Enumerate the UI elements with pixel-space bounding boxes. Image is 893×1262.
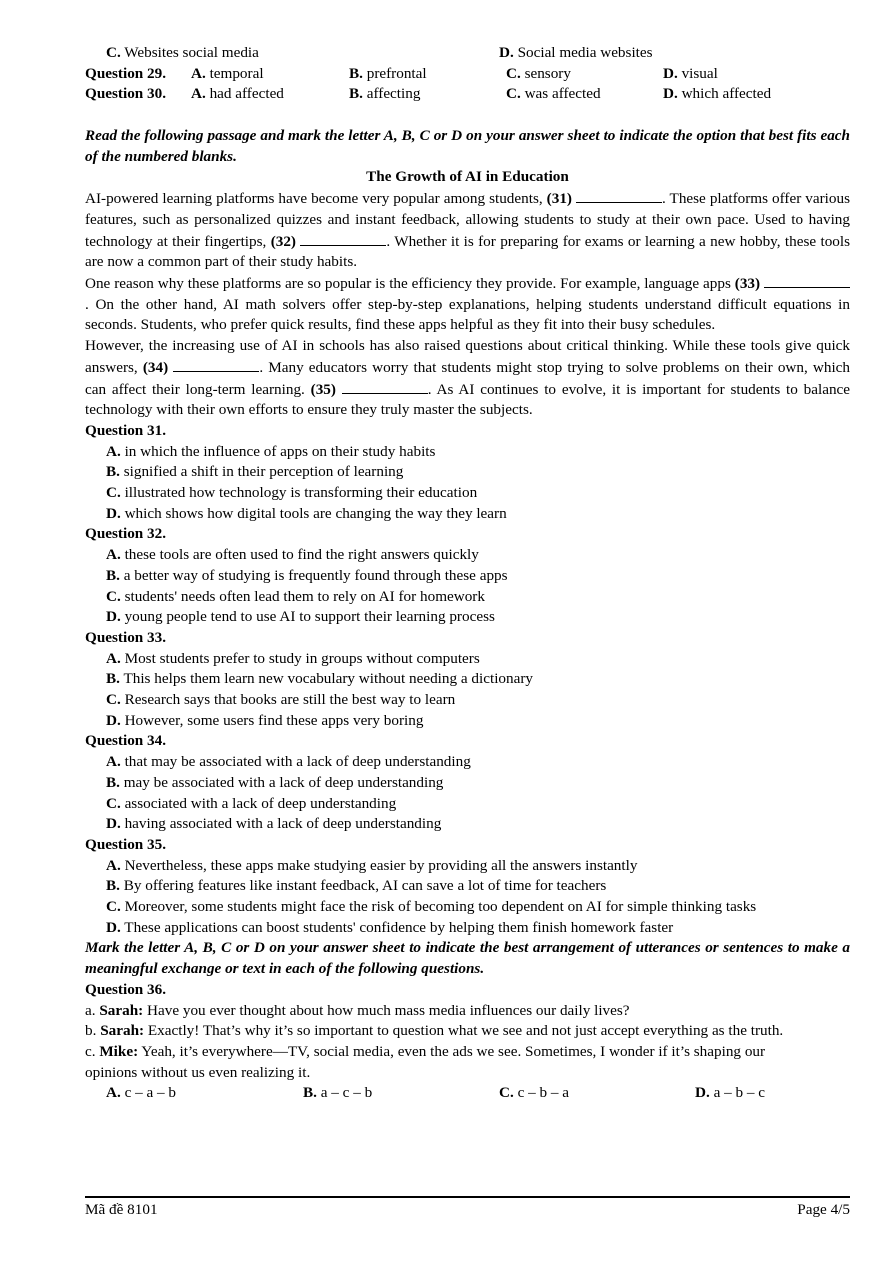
question-32-option-b: B. a better way of studying is frequently found through these apps — [106, 566, 508, 584]
question-32-option-d: D. young people tend to use AI to support their learning process — [106, 608, 495, 626]
blank-number-31: (31) — [546, 190, 572, 208]
question-32-option-a: A. these tools are often used to find the right answers quickly — [106, 546, 479, 564]
q28-option-d: Social media websites — [517, 44, 653, 61]
option-letter: D. — [663, 85, 678, 103]
question-35-option-a: A. Nevertheless, these apps make studying easier by providing all the answers instantly — [106, 856, 638, 874]
document-page — [85, 43, 850, 1104]
blank-35 — [342, 379, 428, 394]
option-letter: C. — [506, 85, 521, 103]
page-number: Page 4/5 — [797, 1201, 850, 1218]
option-letter: A. — [106, 1084, 121, 1102]
q29-option-a: temporal — [209, 64, 264, 82]
q30-option-b: affecting — [366, 85, 421, 103]
option-letter: C. — [506, 64, 521, 82]
q30-option-d: which affected — [681, 85, 772, 103]
question-35-option-c: C. Moreover, some students might face the risk of becoming too dependent on AI for simple thinking tasks — [106, 898, 757, 916]
option-letter: C. — [499, 1084, 514, 1102]
q30-row — [85, 84, 850, 105]
q36-line-a: a. Sarah: Have you ever thought about how much mass media influences our daily lives? — [85, 1001, 630, 1019]
option-letter: C. — [106, 44, 121, 61]
question-34-option-a: A. that may be associated with a lack of deep understanding — [106, 753, 471, 771]
question-31-label: Question 31. — [85, 421, 167, 439]
q29-label: Question 29. — [85, 64, 167, 82]
question-33-label: Question 33. — [85, 628, 167, 646]
question-31-option-c: C. illustrated how technology is transforming their education — [106, 484, 478, 502]
question-33-option-b: B. This helps them learn new vocabulary without needing a dictionary — [106, 670, 533, 688]
speaker-name: Sarah: — [99, 1001, 144, 1019]
question-35-option-b: B. By offering features like instant feedback, AI can save a lot of time for teachers — [106, 877, 607, 895]
option-letter: B. — [349, 85, 363, 103]
q36-option-d: a – b – c — [713, 1084, 766, 1102]
q36-line-b: b. Sarah: Exactly! That’s why it’s so important to question what we see and not just accept everything as the truth. — [85, 1022, 784, 1040]
passage-paragraph-3: However, the increasing use of AI in schools has also raised questions about critical thinking. While these tools give quick answers, (34) . Many educators worry that students might stop trying to solve problems on their own, which can affect their long-term learning. (35) . As AI continues to evolve, it is important for students to balance technology with their own efforts to ensure they truly master the subjects. — [85, 337, 851, 419]
question-33-option-c: C. Research says that books are still the best way to learn — [106, 691, 456, 709]
question-33-option-d: D. However, some users find these apps very boring — [106, 711, 424, 729]
question-34-label: Question 34. — [85, 732, 167, 750]
instruction-arrangement: Mark the letter A, B, C or D on your answer sheet to indicate the best arrangement of utterances or sentences to make a meaningful exchange or text in each of the following questions. — [85, 939, 850, 978]
passage-paragraph-1: AI-powered learning platforms have become very popular among students, (31) . These platforms offer various features, such as personalized quizzes and instant feedback, allowing students to study at their own pace. Used to having technology at their fingertips, (32) . Whether it is for preparing for exams or learning a new hobby, these tools are now a common part of their study habits. — [85, 190, 851, 271]
q30-option-c: was affected — [524, 85, 601, 103]
q36-option-c: c – b – a — [517, 1084, 570, 1102]
question-33-option-a: A. Most students prefer to study in groups without computers — [106, 649, 480, 667]
option-letter: D. — [695, 1084, 710, 1102]
question-34-option-d: D. having associated with a lack of deep understanding — [106, 815, 442, 833]
q29-row — [85, 64, 850, 85]
blank-number-33: (33) — [734, 274, 761, 292]
option-letter: B. — [349, 64, 363, 82]
blank-number-34: (34) — [142, 358, 169, 376]
footer-divider — [85, 1196, 850, 1198]
question-34-option-b: B. may be associated with a lack of deep understanding — [106, 773, 444, 791]
blank-33 — [764, 273, 850, 288]
option-letter: B. — [303, 1084, 317, 1102]
option-letter: D. — [499, 44, 514, 61]
passage-paragraph-2: One reason why these platforms are so popular is the efficiency they provide. For example, language apps (33) . On the other hand, AI math solvers offer step-by-step explanations, helping students understand difficult equations in seconds. Students, who prefer quick results, find these apps helpful as they fit into their busy schedules. — [85, 274, 850, 334]
q30-label: Question 30. — [85, 85, 167, 103]
blank-31 — [576, 188, 662, 203]
speaker-name: Sarah: — [100, 1022, 145, 1040]
q36-options — [85, 1083, 850, 1104]
q28-options — [85, 43, 850, 64]
instruction-reading: Read the following passage and mark the letter A, B, C or D on your answer sheet to indicate the option that best fits each of the numbered blanks. — [85, 127, 850, 165]
option-letter: D. — [663, 64, 678, 82]
question-32-label: Question 32. — [85, 525, 167, 543]
q36-option-a: c – a – b — [124, 1084, 177, 1102]
question-31-option-a: A. in which the influence of apps on their study habits — [106, 442, 436, 460]
question-35-option-d: D. These applications can boost students' confidence by helping them finish homework faster — [106, 918, 674, 936]
speaker-name: Mike: — [99, 1043, 139, 1060]
q29-option-c: sensory — [524, 64, 571, 82]
passage-title: The Growth of AI in Education — [366, 168, 569, 186]
question-35-label: Question 35. — [85, 835, 167, 853]
blank-number-35: (35) — [310, 380, 336, 398]
blank-34 — [173, 357, 259, 372]
option-letter: A. — [191, 64, 206, 82]
q29-option-d: visual — [681, 64, 718, 82]
question-31-option-b: B. signified a shift in their perception of learning — [106, 463, 404, 481]
question-31-option-d: D. which shows how digital tools are changing the way they learn — [106, 504, 507, 522]
exam-code: Mã đề 8101 — [85, 1201, 158, 1218]
q29-option-b: prefrontal — [366, 64, 427, 82]
blank-number-32: (32) — [270, 232, 296, 250]
q36-option-b: a – c – b — [320, 1084, 373, 1102]
q30-option-a: had affected — [209, 85, 284, 103]
blank-32 — [300, 231, 386, 246]
question-34-option-c: C. associated with a lack of deep understanding — [106, 794, 397, 812]
question-36-label: Question 36. — [85, 980, 167, 998]
q28-option-c: Websites social media — [124, 44, 259, 61]
question-32-option-c: C. students' needs often lead them to rely on AI for homework — [106, 587, 485, 605]
q36-line-c: c. Mike: Yeah, it’s everywhere—TV, social media, even the ads we see. Sometimes, I wonder if it’s shaping our opinions without us even realizing it. — [85, 1043, 766, 1081]
option-letter: A. — [191, 85, 206, 103]
